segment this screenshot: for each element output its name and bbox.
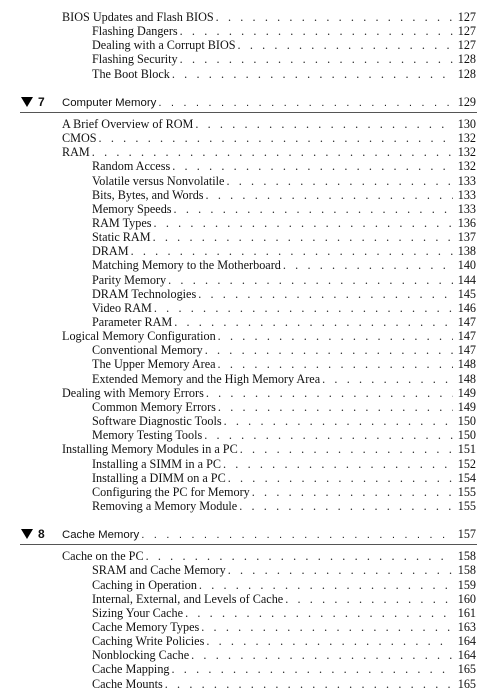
page-number: 137 — [457, 230, 476, 245]
toc-subsection-entry[interactable] — [0, 662, 500, 676]
entry-title: Logical Memory Configuration — [62, 329, 216, 344]
page-number: 164 — [457, 634, 476, 649]
entry-title: Dealing with Memory Errors — [62, 385, 204, 400]
toc-subsection-entry[interactable] — [0, 372, 500, 386]
page-number: 161 — [457, 605, 476, 620]
dot-leader — [252, 485, 453, 499]
page-number: 165 — [457, 676, 476, 691]
dot-leader — [146, 549, 453, 563]
page-number: 148 — [457, 371, 476, 386]
toc-subsection-entry[interactable] — [0, 343, 500, 357]
dot-leader — [180, 24, 453, 38]
toc-subsection-entry[interactable] — [0, 216, 500, 230]
chapter-title: Computer Memory — [62, 96, 157, 109]
dot-leader — [198, 287, 453, 301]
toc-section-entry[interactable] — [0, 329, 500, 343]
toc-subsection-entry[interactable] — [0, 52, 500, 66]
dot-leader — [153, 230, 453, 244]
page-number: 163 — [457, 620, 476, 634]
page-number: 147 — [457, 343, 476, 358]
entry-title: RAM — [62, 145, 90, 160]
entry-title: Cache Memory Types — [92, 620, 200, 634]
page-number: 149 — [457, 385, 476, 400]
dot-leader — [195, 117, 453, 131]
dot-leader — [158, 96, 453, 110]
page-number: 150 — [457, 414, 476, 429]
toc-subsection-entry[interactable] — [0, 677, 500, 691]
page-number: 159 — [457, 577, 476, 592]
toc-section-entry[interactable] — [0, 145, 500, 159]
dot-leader — [216, 10, 453, 24]
toc-subsection-entry[interactable] — [0, 244, 500, 258]
dot-leader — [238, 38, 453, 52]
chapter-number: 8 — [38, 527, 45, 542]
dot-leader — [224, 414, 453, 428]
page-number: 145 — [457, 286, 476, 301]
dot-leader — [240, 442, 453, 456]
entry-title: Nonblocking Cache — [92, 648, 190, 663]
dot-leader — [172, 662, 453, 676]
triangle-down-icon — [21, 529, 33, 539]
entry-title: Cache on the PC — [62, 549, 144, 564]
dot-leader — [174, 315, 453, 329]
entry-title: DRAM — [92, 244, 129, 259]
dot-leader — [206, 634, 453, 648]
toc-subsection-entry[interactable] — [0, 38, 500, 52]
entry-title: Static RAM — [92, 230, 151, 245]
toc-subsection-entry[interactable] — [0, 592, 500, 606]
entry-title: BIOS Updates and Flash BIOS — [62, 10, 214, 24]
entry-title: Sizing Your Cache — [92, 605, 184, 620]
page-number: 148 — [457, 357, 476, 372]
page-number: 147 — [457, 315, 476, 329]
page-number: 160 — [457, 591, 476, 606]
dot-leader — [199, 578, 453, 592]
page-number: 147 — [457, 329, 476, 344]
page-number: 133 — [457, 201, 476, 216]
toc-section-entry[interactable] — [0, 117, 500, 131]
dot-leader — [168, 273, 453, 287]
toc-subsection-entry[interactable] — [0, 499, 500, 513]
dot-leader — [206, 386, 453, 400]
page-number: 127 — [457, 24, 476, 39]
page-number: 151 — [457, 442, 476, 457]
entry-title: Cache Mapping — [92, 662, 170, 677]
toc-subsection-entry[interactable] — [0, 24, 500, 38]
entry-title: Installing a DIMM on a PC — [92, 470, 226, 485]
toc-subsection-entry[interactable] — [0, 471, 500, 485]
entry-title: Internal, External, and Levels of Cache — [92, 591, 284, 606]
toc-subsection-entry[interactable] — [0, 400, 500, 414]
toc-subsection-entry[interactable] — [0, 485, 500, 499]
entry-title: Dealing with a Corrupt BIOS — [92, 38, 236, 53]
entry-title: Configuring the PC for Memory — [92, 484, 250, 499]
dot-leader — [99, 131, 453, 145]
dot-leader — [185, 606, 453, 620]
toc-section-entry[interactable] — [0, 131, 500, 145]
entry-title: Parity Memory — [92, 272, 167, 287]
dot-leader — [223, 457, 453, 471]
entry-title: Extended Memory and the High Memory Area — [92, 371, 321, 386]
toc-subsection-entry[interactable] — [0, 301, 500, 315]
page-number: 132 — [457, 145, 476, 160]
entry-title: Memory Speeds — [92, 201, 172, 216]
entry-title: Flashing Security — [92, 52, 178, 67]
dot-leader — [92, 145, 453, 159]
dot-leader — [174, 202, 453, 216]
toc-subsection-entry[interactable] — [0, 67, 500, 81]
toc-subsection-entry[interactable] — [0, 563, 500, 577]
toc-subsection-entry[interactable] — [0, 315, 500, 329]
page-number: 164 — [457, 648, 476, 663]
toc-subsection-entry[interactable] — [0, 606, 500, 620]
page-number: 144 — [457, 272, 476, 287]
toc-subsection-entry[interactable] — [0, 428, 500, 442]
toc-subsection-entry[interactable] — [0, 230, 500, 244]
toc-subsection-entry[interactable] — [0, 287, 500, 301]
toc-subsection-entry[interactable] — [0, 648, 500, 662]
page-number: 150 — [457, 428, 476, 443]
dot-leader — [283, 258, 453, 272]
chapter-marker — [21, 527, 45, 541]
dot-leader — [141, 528, 453, 542]
page-number: 152 — [457, 456, 476, 471]
chapter-divider — [20, 112, 477, 113]
chapter-heading[interactable] — [0, 527, 500, 541]
entry-title: Installing Memory Modules in a PC — [62, 442, 238, 457]
chapter-number: 7 — [38, 94, 45, 109]
page-number: 136 — [457, 215, 476, 230]
page-number: 132 — [457, 131, 476, 146]
toc-subsection-entry[interactable] — [0, 357, 500, 371]
entry-title: SRAM and Cache Memory — [92, 563, 226, 578]
dot-leader — [165, 677, 453, 691]
dot-leader — [285, 592, 453, 606]
toc-subsection-entry[interactable] — [0, 634, 500, 648]
toc-subsection-entry[interactable] — [0, 174, 500, 188]
page-number: 128 — [457, 52, 476, 67]
page-number: 158 — [457, 549, 476, 564]
page-number: 158 — [457, 563, 476, 578]
dot-leader — [201, 620, 453, 634]
chapter-divider — [20, 544, 477, 545]
dot-leader — [180, 52, 453, 66]
page-number: 138 — [457, 244, 476, 259]
chapter-title: Cache Memory — [62, 529, 140, 542]
dot-leader — [131, 244, 453, 258]
entry-title: Installing a SIMM in a PC — [92, 456, 221, 471]
entry-title: Conventional Memory — [92, 343, 203, 358]
dot-leader — [322, 372, 453, 386]
page-number: 155 — [457, 484, 476, 499]
toc-subsection-entry[interactable] — [0, 273, 500, 287]
entry-title: Parameter RAM — [92, 315, 173, 329]
toc-subsection-entry[interactable] — [0, 620, 500, 634]
toc-subsection-entry[interactable] — [0, 159, 500, 173]
entry-title: Flashing Dangers — [92, 24, 178, 39]
entry-title: Memory Testing Tools — [92, 428, 203, 443]
dot-leader — [218, 400, 453, 414]
toc-section-entry[interactable] — [0, 442, 500, 456]
dot-leader — [228, 471, 453, 485]
dot-leader — [228, 563, 453, 577]
entry-title: CMOS — [62, 131, 97, 146]
page-number: 130 — [457, 116, 476, 131]
page-number: 127 — [457, 10, 476, 24]
entry-title: Cache Mounts — [92, 676, 163, 691]
page-number: 128 — [457, 66, 476, 81]
dot-leader — [226, 174, 453, 188]
page-number: 165 — [457, 662, 476, 677]
toc-subsection-entry[interactable] — [0, 414, 500, 428]
entry-title: Caching in Operation — [92, 577, 197, 592]
entry-title: A Brief Overview of ROM — [62, 116, 194, 131]
entry-title: Software Diagnostic Tools — [92, 414, 222, 429]
page-number: 154 — [457, 470, 476, 485]
dot-leader — [204, 428, 453, 442]
entry-title: Common Memory Errors — [92, 399, 216, 414]
toc-subsection-entry[interactable] — [0, 457, 500, 471]
page-number: 157 — [457, 527, 476, 542]
dot-leader — [154, 301, 453, 315]
toc-section-entry[interactable] — [0, 549, 500, 563]
page-number: 127 — [457, 38, 476, 53]
entry-title: Bits, Bytes, and Words — [92, 187, 204, 202]
page-number: 149 — [457, 399, 476, 414]
chapter-heading[interactable] — [0, 95, 500, 109]
entry-title: DRAM Technologies — [92, 286, 197, 301]
page-number: 146 — [457, 300, 476, 315]
dot-leader — [239, 499, 453, 513]
entry-title: Removing a Memory Module — [92, 498, 238, 513]
entry-title: The Boot Block — [92, 66, 170, 81]
dot-leader — [154, 216, 453, 230]
entry-title: The Upper Memory Area — [92, 357, 216, 372]
toc-subsection-entry[interactable] — [0, 202, 500, 216]
entry-title: Matching Memory to the Motherboard — [92, 258, 281, 273]
toc-subsection-entry[interactable] — [0, 578, 500, 592]
dot-leader — [205, 343, 453, 357]
dot-leader — [206, 188, 453, 202]
page-number: 132 — [457, 159, 476, 174]
dot-leader — [218, 357, 453, 371]
entry-title: Video RAM — [92, 300, 152, 315]
dot-leader — [218, 329, 453, 343]
toc-subsection-entry[interactable] — [0, 188, 500, 202]
entry-title: Random Access — [92, 159, 171, 174]
chapter-marker — [21, 95, 45, 109]
page-number: 133 — [457, 173, 476, 188]
toc-section-entry[interactable] — [0, 10, 500, 24]
dot-leader — [191, 648, 453, 662]
toc-subsection-entry[interactable] — [0, 258, 500, 272]
entry-title: RAM Types — [92, 215, 152, 230]
triangle-down-icon — [21, 97, 33, 107]
page-number: 140 — [457, 258, 476, 273]
dot-leader — [172, 159, 453, 173]
toc-section-entry[interactable] — [0, 386, 500, 400]
dot-leader — [172, 67, 453, 81]
entry-title: Caching Write Policies — [92, 634, 205, 649]
entry-title: Volatile versus Nonvolatile — [92, 173, 225, 188]
page-number: 155 — [457, 498, 476, 513]
page-number: 133 — [457, 187, 476, 202]
page-number: 129 — [457, 94, 476, 109]
